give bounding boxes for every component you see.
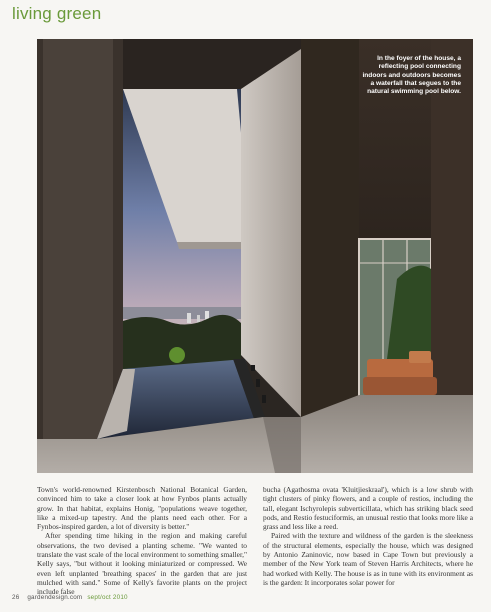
paragraph: bucha (Agathosma ovata 'Kluitjieskraal'), which is a low shrub with tight clusters of pinky flowers, and a couple of restios, including the tall, elegant Ischyrolepis subverticillata, which has striking black seed pods, and Restio festuciformis, an unusual restio that looks more like a grass and less like a reed. <box>263 485 473 532</box>
footer-issue: sept/oct 2010 <box>87 594 128 601</box>
article-column-right <box>263 485 473 585</box>
paragraph: Town's world-renowned Kirstenbosch National Botanical Garden, convinced him to take a closer look at how Fynbos plants actually grow. In that habitat, explains Honig, "populations weave together, like a mixed-up tapestry. And the plants need each other. For a Fynbos-inspired garden, a lot of diversity is better." <box>37 485 247 532</box>
paragraph: Paired with the texture and wildness of the garden is the sleekness of the structural elements, especially the house, which was designed by Antonio Zaninovic, now based in Cape Town but previously a member of the New York team of Steven Harris Architects, where he had worked with Kelly. The house is as in tune with its environment as is the garden: It incorporates solar power for <box>263 531 473 587</box>
section-title: living green <box>12 4 102 23</box>
footer-site: gardendesign.com <box>27 594 83 601</box>
article-column-left <box>37 485 247 597</box>
page-number: 26 <box>12 594 20 601</box>
paragraph: After spending time hiking in the region and making careful observations, the two devised a planting scheme. "We wanted to translate the vast scale of the local environment to something smaller," Kelly says, "but without it looking miniaturized or compressed. We even left unplanted 'breathing spaces' in the garden that are just mulched with sand." Some of Kelly's favorite plants on the project include false <box>37 531 247 597</box>
photo-caption: In the foyer of the house, a reflecting pool connecting indoors and outdoors becomes a waterfall that segues to the natural swimming pool below. <box>362 55 461 96</box>
article-body <box>37 485 473 597</box>
foyer-photo-illustration <box>37 39 473 473</box>
page-footer <box>12 594 128 601</box>
foyer-photo <box>37 39 473 473</box>
